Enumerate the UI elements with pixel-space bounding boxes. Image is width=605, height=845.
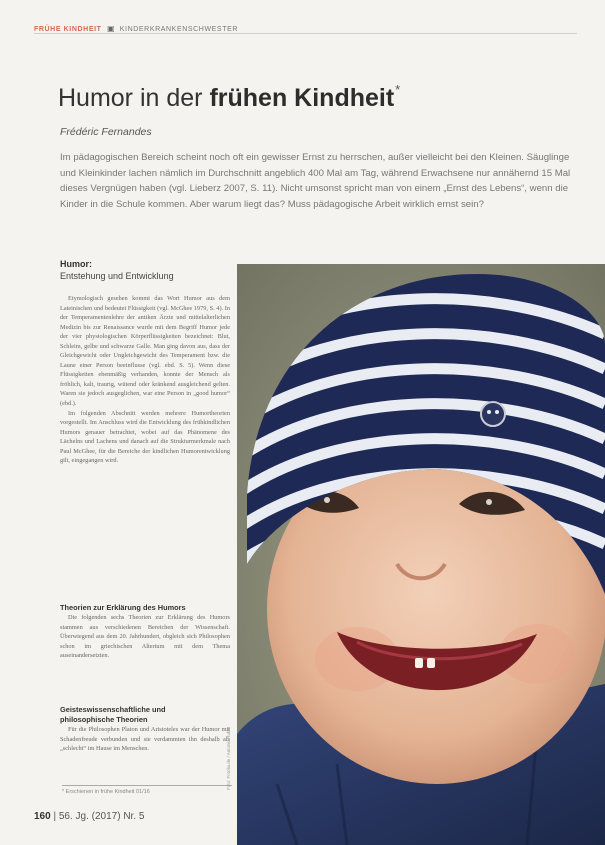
book-icon: ▣ <box>107 24 116 33</box>
hat-badge-icon <box>481 402 505 426</box>
section1-heading <box>60 258 230 282</box>
header-divider <box>34 33 577 34</box>
section1-heading-line2: Entstehung und Entwicklung <box>60 271 174 281</box>
section3-heading-line1: Geisteswissenschaftliche und <box>60 705 166 714</box>
page-number: 160 <box>34 811 51 822</box>
section2-paragraph: Die folgenden sechs Theorien zur Erklärung des Humors stammen aus verschiedenen Bereichen der Wissenschaft. Überwiegend aus dem 20. Jahrhundert, obgleich sich Philosophen schon im griechischen Altertum mit dem Thema auseinandersetzten. <box>60 614 230 660</box>
title-footnote-marker: * <box>395 82 401 97</box>
section2-heading: Theorien zur Erklärung des Humors <box>60 603 186 612</box>
running-header-section: FRÜHE KINDHEIT <box>34 26 102 33</box>
section1-heading-line1: Humor: <box>60 259 92 269</box>
title-prefix: Humor in der <box>58 84 203 112</box>
running-header-subsection: KINDERKRANKENSCHWESTER <box>119 26 238 33</box>
title-bold: frühen Kindheit <box>209 84 395 112</box>
running-header <box>34 24 238 33</box>
section2 <box>60 603 230 661</box>
article-title <box>58 82 400 113</box>
page-footer <box>34 811 144 822</box>
photo-credit: Foto: Fotolia.de / Antonio Rubio <box>226 726 231 790</box>
text-column <box>60 258 230 753</box>
section1-paragraph2: Im folgenden Abschnitt werden mehrere Humortheorien vorgestellt. Im Anschluss wird die Entwicklung des frühkindlichen Humors genauer betrachtet, wobei auf das Phänomene des Lächelns und Lachens und danach auf die Strukturmerkmale nach Paul McGhee, für die Bereiche der kindlichen Humorentwicklung gilt, eingegangen wird. <box>60 409 230 465</box>
section3-heading <box>60 705 230 725</box>
section1-paragraph1: Etymologisch gesehen kommt das Wort Humor aus dem Lateinischen und bedeutet Flüssigkeit (vgl. McGhee 1979, S. 4). In der Temperamentenlehre der antiken Ärzte und mittelalterlichen Medizin bis zur Renaissance wurde mit dem Begriff Humor jede der vier physiologischen Körperflüssigkeiten bezeichnet: Blut, Schleim, gelbe und schwarze Galle. Man ging davon aus, dass der Gleichgewicht oder Ungleichgewicht des Temperament bzw. die Laune einer Person beeinflusse (vgl. ebd. S. 5). Wenn diese Flüssigkeiten ebenmäßig verhanden, konnte der Mensch als fröhlich, kalt, traurig, wütend oder kränkend ausgleichend gelten. Waren sie jedoch ausgeglichen, war eine Person in „good humor“ (ebd.). <box>60 295 230 408</box>
section3-heading-line2: philosophische Theorien <box>60 715 148 724</box>
footnote: * Erschienen in frühe Kindheit 01/16 <box>62 785 232 795</box>
section3-paragraph: Für die Philosophen Platon und Aristoteles war der Humor mit Schadenfreude verbunden und sie verdammten ihn deshalb als „schlecht“ im Hause im Menschen. <box>60 726 230 753</box>
lead-paragraph: Im pädagogischen Bereich scheint noch oft ein gewisser Ernst zu herrschen, außer vielleicht bei den Kleinen. Säuglinge und Kleinkinder lachen nämlich im Durchschnitt angeblich 400 Mal am Tag, während Erwachsene nur annähernd 15 Mal dieses Vergnügen haben (vgl. Lieberz 2007, S. 11). Nicht umsonst spricht man von einem „Ernst des Lebens“, wenn die Kinder in die Schule kommen. Aber warum liegt das? Muss pädagogische Arbeit wirklich ernst sein? <box>60 152 571 210</box>
baby-photo <box>237 264 605 845</box>
section3 <box>60 705 230 754</box>
issue-info: | 56. Jg. (2017) Nr. 5 <box>53 811 145 822</box>
author-name: Frédéric Fernandes <box>60 126 152 138</box>
